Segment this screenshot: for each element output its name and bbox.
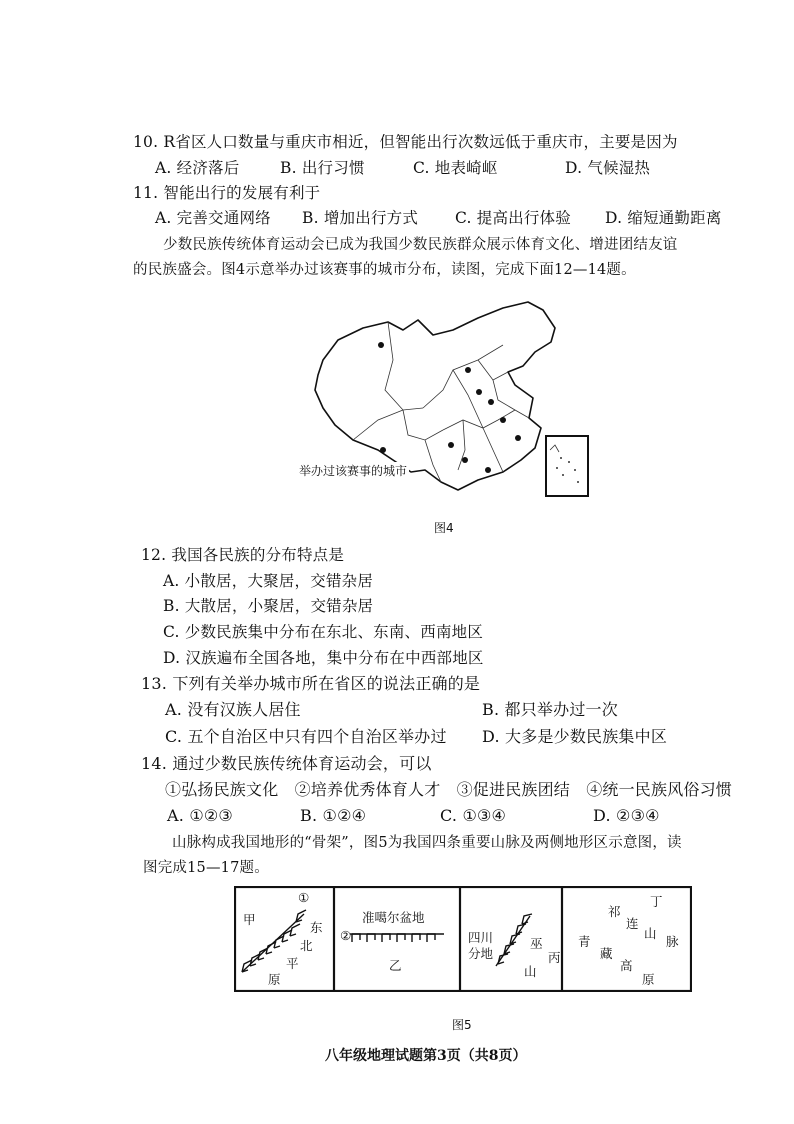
label-lian: 连 xyxy=(626,916,639,931)
q13-option-d: D. 大多是少数民族集中区 xyxy=(482,727,668,746)
ridge-symbol-3 xyxy=(496,914,532,966)
q14-stem: 14. 通过少数民族传统体育运动会，可以 xyxy=(141,754,432,773)
intro2-line2: 图完成15—17题。 xyxy=(143,860,269,876)
label-circle-2: ② xyxy=(340,928,352,943)
host-city-marker xyxy=(462,457,468,463)
q14-option-b: B. ①②④ xyxy=(300,806,367,825)
q10-option-b: B. 出行习惯 xyxy=(280,159,365,177)
page-footer: 八年级地理试题第3页（共8页） xyxy=(325,1048,527,1064)
host-city-marker xyxy=(465,367,471,373)
q10-stem: 10. R省区人口数量与重庆市相近，但智能出行次数远低于重庆市，主要是因为 xyxy=(133,133,678,151)
label-gao: 高 xyxy=(620,958,633,973)
q13-option-c: C. 五个自治区中只有四个自治区举办过 xyxy=(165,727,447,746)
q10-option-c: C. 地表崎岖 xyxy=(413,159,498,177)
figure4-caption: 图4 xyxy=(434,521,454,535)
label-ping: 平 xyxy=(286,956,299,971)
host-city-marker xyxy=(515,435,521,441)
q14-items: ①弘扬民族文化 ②培养优秀体育人才 ③促进民族团结 ④统一民族风俗习惯 xyxy=(165,780,733,799)
label-dong: 东 xyxy=(310,920,323,935)
label-wu: 巫 xyxy=(530,936,543,951)
intro2-line1: 山脉构成我国地形的“骨架”，图5为我国四条重要山脉及两侧地形区示意图，读 xyxy=(172,835,682,851)
q14-option-d: D. ②③④ xyxy=(593,806,660,825)
label-qi: 祁 xyxy=(608,904,621,919)
label-yuan: 原 xyxy=(268,972,281,987)
intro1-line2: 的民族盛会。图4示意举办过该赛事的城市分布，读图，完成下面12—14题。 xyxy=(133,262,636,278)
label-mai: 脉 xyxy=(666,934,679,949)
label-circle-1: ① xyxy=(298,890,310,905)
q12-stem: 12. 我国各民族的分布特点是 xyxy=(141,546,345,564)
label-shan-4: 山 xyxy=(644,926,657,941)
q10-option-a: A. 经济落后 xyxy=(155,159,240,177)
q12-option-d: D. 汉族遍布全国各地，集中分布在中西部地区 xyxy=(163,649,484,667)
q12-option-b: B. 大散居，小聚居，交错杂居 xyxy=(163,597,374,615)
ridge-symbol-2 xyxy=(350,934,444,942)
q14-option-a: A. ①②③ xyxy=(167,806,233,825)
label-sichuan: 四川 xyxy=(468,930,494,945)
label-bei: 北 xyxy=(300,938,313,953)
host-city-marker xyxy=(378,342,384,348)
south-china-sea-inset xyxy=(546,436,588,496)
q13-stem: 13. 下列有关举办城市所在省区的说法正确的是 xyxy=(141,674,481,693)
q13-option-a: A. 没有汉族人居住 xyxy=(165,700,301,719)
intro1-line1: 少数民族传统体育运动会已成为我国少数民族群众展示体育文化、增进团结友谊 xyxy=(163,237,678,253)
label-junggar-basin: 准噶尔盆地 xyxy=(362,910,425,925)
q11-option-a: A. 完善交通网络 xyxy=(155,209,271,227)
label-jia: 甲 xyxy=(243,912,256,927)
host-city-marker xyxy=(380,447,386,453)
label-ding: 丁 xyxy=(650,894,663,909)
q11-option-b: B. 增加出行方式 xyxy=(302,209,419,227)
label-shan-3: 山 xyxy=(524,964,537,979)
label-yuan-4: 原 xyxy=(642,972,655,987)
label-zang: 藏 xyxy=(600,946,613,961)
q11-option-c: C. 提高出行体验 xyxy=(455,209,571,227)
q13-option-b: B. 都只举办过一次 xyxy=(482,700,618,719)
q11-option-d: D. 缩短通勤距离 xyxy=(605,209,722,227)
q14-option-c: C. ①③④ xyxy=(440,806,507,825)
label-bing: 丙 xyxy=(548,950,561,965)
host-city-marker xyxy=(500,417,506,423)
q12-option-c: C. 少数民族集中分布在东北、东南、西南地区 xyxy=(163,623,484,641)
label-pendi: 分地 xyxy=(468,946,494,961)
host-city-marker xyxy=(485,467,491,473)
q12-option-a: A. 小散居，大聚居，交错杂居 xyxy=(163,572,374,590)
host-city-markers xyxy=(378,342,521,473)
mountain-ranges-figure xyxy=(234,886,692,992)
label-yi: 乙 xyxy=(389,958,402,973)
host-city-marker xyxy=(488,399,494,405)
q10-option-d: D. 气候湿热 xyxy=(565,159,651,177)
host-city-marker xyxy=(476,389,482,395)
map-legend-label: 举办过该赛事的城市 xyxy=(299,464,408,478)
q11-stem: 11. 智能出行的发展有利于 xyxy=(133,184,321,202)
figure5-caption: 图5 xyxy=(452,1018,472,1032)
label-qing: 青 xyxy=(578,934,591,949)
host-city-marker xyxy=(448,442,454,448)
